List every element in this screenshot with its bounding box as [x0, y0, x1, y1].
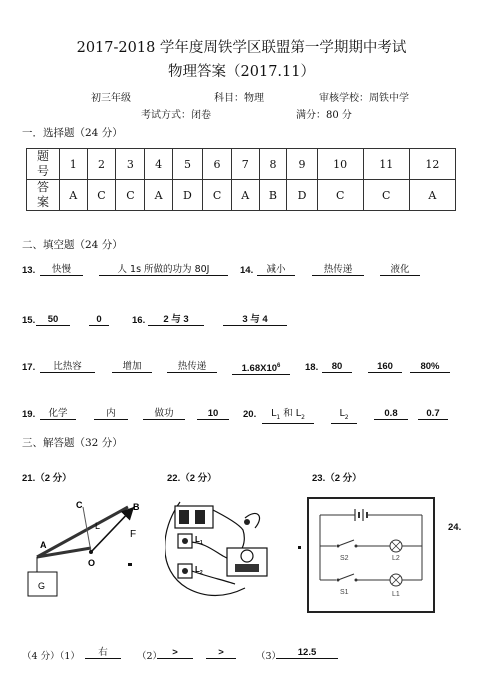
schematic-diagram [300, 490, 442, 615]
label-l1: $L_1$ [195, 535, 203, 546]
table-cell: D [172, 180, 202, 211]
answer-24-3: > [206, 647, 236, 659]
label-l2: $L_2$ [195, 565, 203, 576]
answer-14-2: 热传递 [312, 264, 364, 276]
table-cell: D [287, 180, 317, 211]
label-c: C [76, 500, 83, 510]
answer-18-3: 80% [410, 361, 450, 373]
table-row-answers [27, 180, 456, 211]
question-17-number: 17. [22, 362, 36, 373]
label-b: B [133, 502, 140, 512]
answer-24-label-2: （2） [137, 651, 163, 662]
table-cell: C [87, 180, 116, 211]
table-cell: A [60, 180, 88, 211]
answer-24-4: 12.5 [276, 647, 338, 659]
table-cell: 4 [145, 149, 173, 180]
table-cell: 6 [203, 149, 232, 180]
question-13-number: 13. [22, 265, 36, 276]
answer-table [26, 148, 456, 211]
switch-s2 [338, 540, 354, 546]
question-24-number: 24. [448, 522, 462, 533]
answer-24-label-3: （3） [256, 651, 282, 662]
answer-13-1: 快慢 [40, 264, 83, 276]
table-cell: A [232, 180, 260, 211]
answer-19-1: 化学 [40, 408, 76, 420]
answer-24-1: 右 [85, 647, 121, 659]
table-cell: 7 [232, 149, 260, 180]
table-cell: C [363, 180, 409, 211]
table-cell: 2 [87, 149, 116, 180]
table-cell: A [409, 180, 455, 211]
pivot-dot [89, 550, 93, 554]
answer-20-4: 0.7 [418, 408, 448, 420]
answer-17-4: $1.68X10^6$ [232, 361, 290, 375]
question-15-number: 15. [22, 315, 36, 326]
answer-16-1: 2 与 3 [148, 314, 204, 326]
table-cell: 3 [116, 149, 145, 180]
question-21-number: 21.（2 分） [22, 473, 72, 484]
label-lamp-l2: L2 [392, 555, 400, 562]
table-cell: 1 [60, 149, 88, 180]
table-cell: C [203, 180, 232, 211]
table-cell: 11 [363, 149, 409, 180]
question-16-number: 16. [132, 315, 146, 326]
table-cell: 5 [172, 149, 202, 180]
bulb-l1-glass [182, 538, 188, 544]
section-choice-heading: 一．选择题（24 分） [22, 127, 123, 139]
battery-cell [195, 510, 205, 524]
label-s1: S1 [340, 589, 349, 596]
lever-diagram [25, 492, 160, 600]
page-subtitle: 物理答案（2017.11） [168, 64, 315, 80]
reviewer-label: 审核学校：周铁中学 [319, 93, 409, 104]
label-g: G [38, 581, 46, 591]
grade-label: 初三年级 [91, 93, 131, 104]
switch-s1 [338, 574, 354, 580]
answer-13-2: 人 1s 所做的功为 80J [99, 264, 228, 276]
row-label-number: 题 号 [27, 149, 60, 180]
bulb-l2-glass [182, 568, 188, 574]
section-fill-heading: 二、填空题（24 分） [22, 239, 123, 251]
page-title: 2017-2018 学年度周铁学区联盟第一学期期中考试 [76, 40, 407, 56]
answer-18-2: 160 [368, 361, 402, 373]
mark [128, 563, 132, 566]
table-cell: 8 [259, 149, 287, 180]
question-24-prefix: （4 分）（1） [22, 651, 80, 662]
question-19-number: 19. [22, 409, 36, 420]
answer-17-2: 增加 [112, 361, 152, 373]
table-cell: B [259, 180, 287, 211]
switch-lever [235, 564, 259, 572]
answer-14-3: 液化 [380, 264, 420, 276]
table-cell: C [317, 180, 363, 211]
answer-20-1: $L_1$ 和 $L_2$ [262, 408, 314, 424]
answer-19-3: 做功 [143, 408, 185, 420]
answer-17-3: 热传递 [167, 361, 217, 373]
label-a: A [40, 540, 47, 550]
table-cell: 12 [409, 149, 455, 180]
table-cell: 10 [317, 149, 363, 180]
label-o: O [88, 558, 96, 568]
question-14-number: 14. [240, 265, 254, 276]
answer-14-1: 减小 [257, 264, 295, 276]
question-18-number: 18. [305, 362, 319, 373]
wire [209, 508, 244, 550]
dot-mark [298, 546, 301, 549]
answer-19-2: 内 [94, 408, 128, 420]
answer-17-1: 比热容 [40, 361, 95, 373]
answer-15-1: 50 [36, 314, 70, 326]
row-label-answer: 答 案 [27, 180, 60, 211]
answer-18-1: 80 [322, 361, 352, 373]
answer-20-3: 0.8 [374, 408, 408, 420]
subject-label: 科目：物理 [214, 93, 264, 104]
switch-knob [241, 550, 253, 562]
question-22-number: 22.（2 分） [167, 473, 217, 484]
question-23-number: 23.（2 分） [312, 473, 362, 484]
physical-circuit-diagram [165, 490, 290, 610]
table-row-numbers [27, 149, 456, 180]
table-cell: C [116, 180, 145, 211]
table-cell: A [145, 180, 173, 211]
battery-cell [179, 510, 189, 524]
answer-24-2: > [157, 647, 193, 659]
label-lamp-l1: L1 [392, 591, 400, 598]
answer-16-2: 3 与 4 [223, 314, 287, 326]
terminal [244, 519, 250, 525]
question-20-number: 20. [243, 409, 257, 420]
label-s2: S2 [340, 555, 349, 562]
answer-20-2: $L_2$ [331, 408, 357, 424]
label-f: F [130, 529, 137, 540]
exam-mode-label: 考试方式：闭卷 [141, 110, 211, 121]
label-l: L [95, 521, 101, 531]
table-cell: 9 [287, 149, 317, 180]
answer-19-4: 10 [197, 408, 229, 420]
full-score-label: 满分：80 分 [296, 110, 352, 121]
section-solve-heading: 三、解答题（32 分） [22, 437, 123, 449]
answer-15-2: 0 [89, 314, 109, 326]
